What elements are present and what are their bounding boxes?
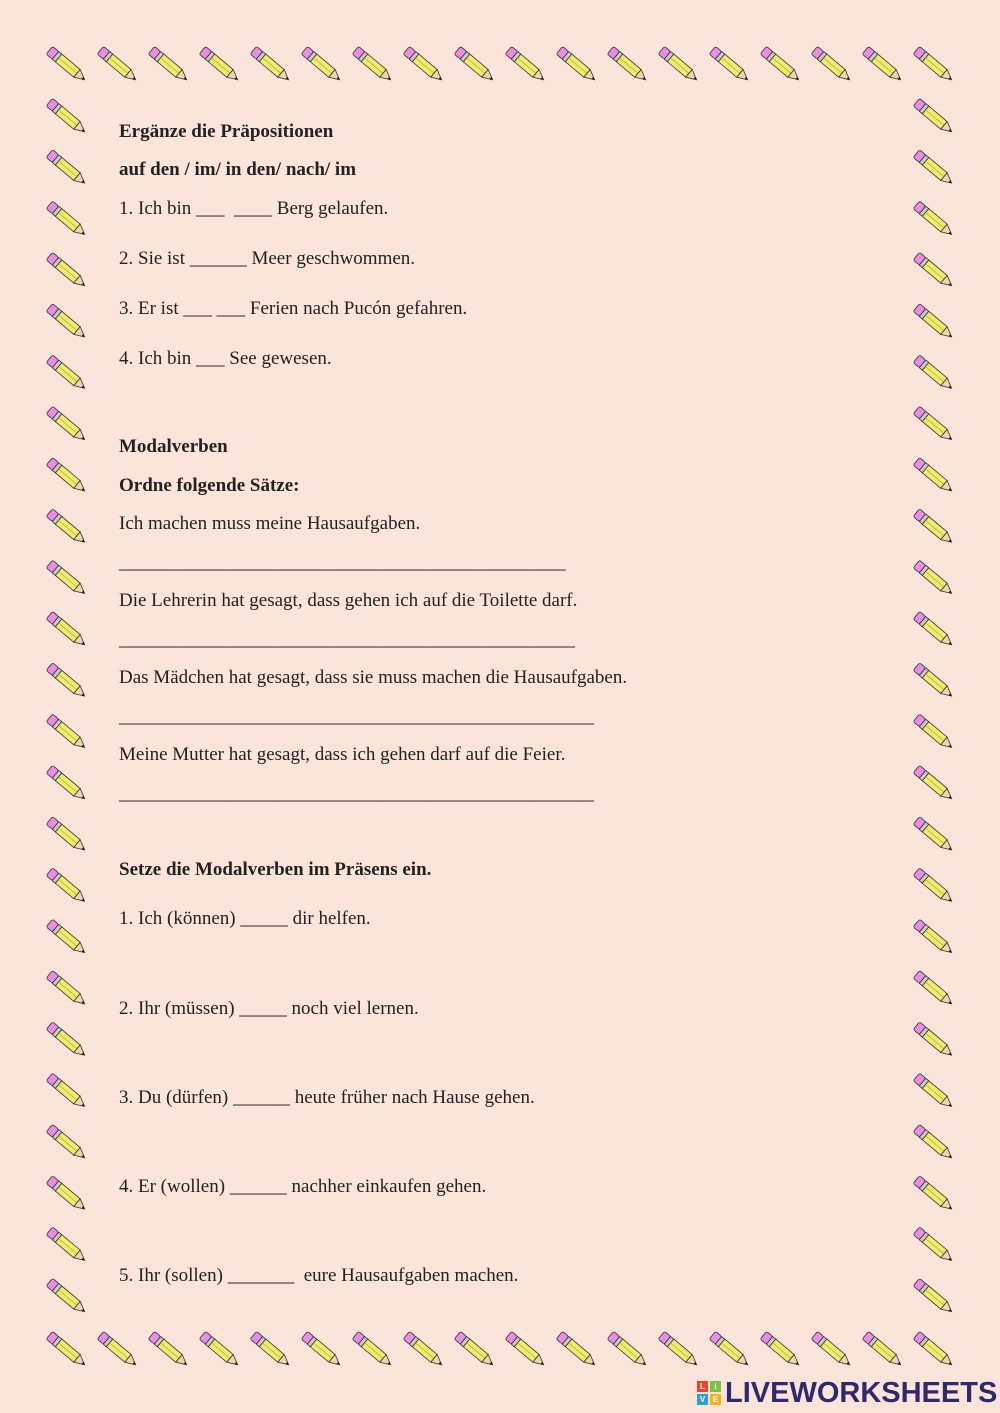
liveworksheets-wordmark: LIVEWORKSHEETS (725, 1376, 998, 1409)
section2-sentence-1: Ich machen muss meine Hausaufgaben. (119, 513, 421, 534)
pencil-icon (913, 98, 955, 135)
section1-options: auf den / im/ in den/ nach/ im (119, 159, 357, 180)
section2-answer-line-2[interactable]: ________________________________________________ (119, 629, 575, 650)
pencil-icon (658, 46, 700, 83)
pencil-icon (46, 406, 88, 443)
pencil-icon (811, 1331, 853, 1368)
pencil-icon (607, 46, 649, 83)
liveworksheets-brand[interactable] (697, 1378, 997, 1408)
section3-item-2: 2. Ihr (müssen) _____ noch viel lernen. (119, 998, 419, 1019)
pencil-icon (913, 1331, 955, 1368)
section2-sentence-4: Meine Mutter hat gesagt, dass ich gehen darf auf die Feier. (119, 744, 566, 765)
pencil-icon (913, 201, 955, 238)
section2-sentence-2: Die Lehrerin hat gesagt, dass gehen ich auf die Toilette darf. (119, 590, 578, 611)
pencil-icon (913, 406, 955, 443)
pencil-icon (913, 304, 955, 341)
pencil-icon (862, 46, 904, 83)
pencil-icon (46, 868, 88, 905)
pencil-icon (913, 919, 955, 956)
pencil-icon (46, 1331, 88, 1368)
pencil-icon (913, 970, 955, 1007)
pencil-icon (46, 355, 88, 392)
pencil-icon (46, 1124, 88, 1161)
section2-answer-line-3[interactable]: __________________________________________________ (119, 706, 594, 727)
pencil-icon (760, 1331, 802, 1368)
section2-title: Modalverben (119, 436, 228, 457)
pencil-icon (148, 46, 190, 83)
pencil-icon (250, 46, 292, 83)
section3-item-4: 4. Er (wollen) ______ nachher einkaufen gehen. (119, 1176, 487, 1197)
pencil-icon (46, 1022, 88, 1059)
pencil-icon (913, 46, 955, 83)
section1-title: Ergänze die Präpositionen (119, 121, 334, 142)
pencil-icon (352, 46, 394, 83)
pencil-icon (46, 304, 88, 341)
pencil-icon (913, 150, 955, 187)
pencil-icon (46, 1227, 88, 1264)
pencil-icon (913, 560, 955, 597)
pencil-icon (913, 1124, 955, 1161)
pencil-icon (46, 663, 88, 700)
section2-instruction: Ordne folgende Sätze: (119, 475, 300, 496)
pencil-icon (46, 765, 88, 802)
pencil-icon (913, 714, 955, 751)
section1-item-4: 4. Ich bin ___ See gewesen. (119, 348, 332, 369)
pencil-icon (46, 150, 88, 187)
pencil-icon (46, 509, 88, 546)
pencil-icon (913, 355, 955, 392)
pencil-icon (403, 1331, 445, 1368)
pencil-icon (913, 1176, 955, 1213)
pencil-icon (709, 46, 751, 83)
pencil-icon (913, 1022, 955, 1059)
pencil-icon (862, 1331, 904, 1368)
pencil-icon (46, 201, 88, 238)
pencil-icon (913, 509, 955, 546)
pencil-icon (199, 46, 241, 83)
pencil-icon (46, 46, 88, 83)
pencil-icon (352, 1331, 394, 1368)
pencil-icon (913, 765, 955, 802)
pencil-icon (913, 1073, 955, 1110)
pencil-icon (46, 252, 88, 289)
pencil-icon (148, 1331, 190, 1368)
pencil-icon (403, 46, 445, 83)
pencil-icon (46, 457, 88, 494)
pencil-icon (811, 46, 853, 83)
logo-letter-e: E (710, 1394, 721, 1405)
section3-item-3: 3. Du (dürfen) ______ heute früher nach Hause gehen. (119, 1087, 535, 1108)
pencil-icon (913, 1227, 955, 1264)
pencil-icon (505, 1331, 547, 1368)
pencil-icon (913, 868, 955, 905)
pencil-icon (301, 1331, 343, 1368)
pencil-icon (46, 970, 88, 1007)
pencil-icon (46, 560, 88, 597)
section1-item-1: 1. Ich bin ___ ____ Berg gelaufen. (119, 198, 389, 219)
pencil-icon (913, 457, 955, 494)
pencil-icon (913, 1278, 955, 1315)
section3-item-1: 1. Ich (können) _____ dir helfen. (119, 908, 371, 929)
pencil-icon (250, 1331, 292, 1368)
pencil-icon (709, 1331, 751, 1368)
pencil-icon (97, 1331, 139, 1368)
pencil-icon (658, 1331, 700, 1368)
pencil-icon (556, 1331, 598, 1368)
pencil-icon (454, 46, 496, 83)
pencil-icon (97, 46, 139, 83)
section1-item-3: 3. Er ist ___ ___ Ferien nach Pucón gefahren. (119, 298, 468, 319)
pencil-icon (199, 1331, 241, 1368)
pencil-icon (46, 611, 88, 648)
pencil-icon (46, 714, 88, 751)
pencil-icon (760, 46, 802, 83)
pencil-icon (46, 1278, 88, 1315)
section2-sentence-3: Das Mädchen hat gesagt, dass sie muss machen die Hausaufgaben. (119, 667, 628, 688)
pencil-icon (913, 663, 955, 700)
logo-letter-v: V (697, 1394, 708, 1405)
pencil-icon (46, 1176, 88, 1213)
pencil-icon (913, 817, 955, 854)
pencil-icon (46, 98, 88, 135)
pencil-icon (913, 611, 955, 648)
pencil-icon (301, 46, 343, 83)
pencil-icon (505, 46, 547, 83)
pencil-icon (556, 46, 598, 83)
section2-answer-line-1[interactable]: _______________________________________________ (119, 552, 566, 573)
pencil-icon (454, 1331, 496, 1368)
pencil-icon (607, 1331, 649, 1368)
logo-letter-i: I (710, 1381, 721, 1392)
section3-title: Setze die Modalverben im Präsens ein. (119, 859, 432, 880)
section3-item-5: 5. Ihr (sollen) _______ eure Hausaufgaben machen. (119, 1265, 519, 1286)
liveworksheets-logo-icon (697, 1381, 721, 1405)
pencil-icon (46, 817, 88, 854)
pencil-icon (913, 252, 955, 289)
pencil-icon (46, 919, 88, 956)
section1-item-2: 2. Sie ist ______ Meer geschwommen. (119, 248, 416, 269)
pencil-icon (46, 1073, 88, 1110)
logo-letter-l: L (697, 1381, 708, 1392)
section2-answer-line-4[interactable]: __________________________________________________ (119, 783, 594, 804)
